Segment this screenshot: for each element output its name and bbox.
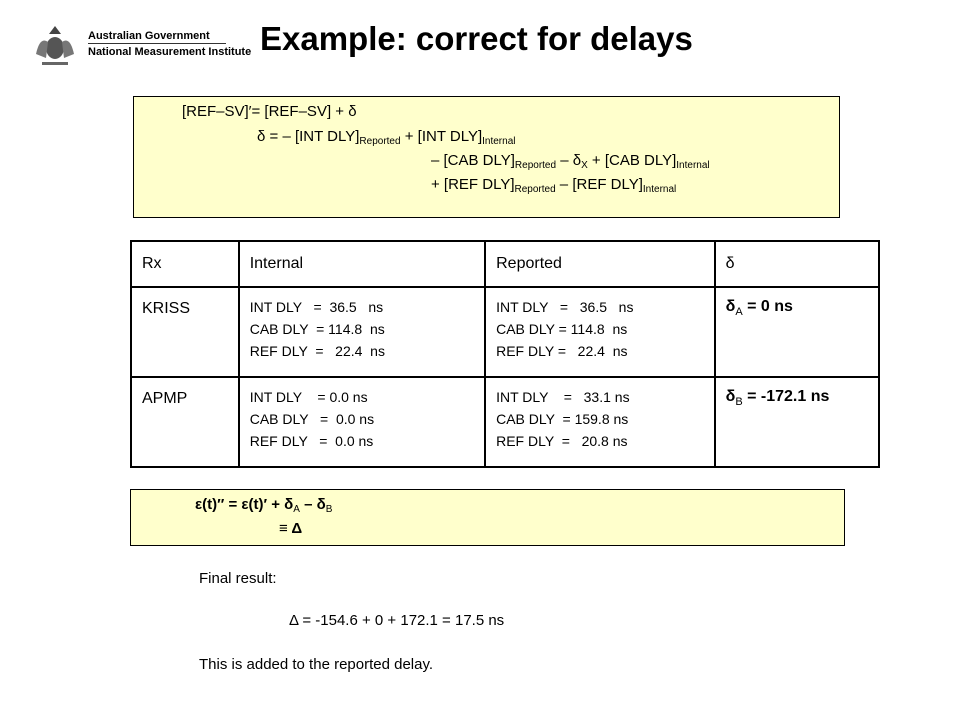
delta-cell: $\delta_A = 0$ ns bbox=[715, 287, 879, 377]
formula-line-1: [REF–SV]′= [REF–SV] + δ bbox=[182, 103, 357, 120]
delay-correction-formula bbox=[133, 96, 840, 218]
value-line: INT DLY = 36.5 ns bbox=[496, 299, 634, 315]
value-line: CAB DLY = 114.8 ns bbox=[496, 321, 628, 337]
header-delta: δ bbox=[715, 241, 879, 287]
coat-of-arms-icon bbox=[32, 24, 78, 68]
value-line: CAB DLY = 159.8 ns bbox=[496, 411, 629, 427]
final-result-note: This is added to the reported delay. bbox=[199, 656, 434, 673]
internal-cell bbox=[239, 377, 485, 467]
value-line: INT DLY = 0.0 ns bbox=[249, 389, 368, 405]
reported-cell bbox=[485, 287, 715, 377]
rx-cell: APMP bbox=[131, 377, 239, 467]
value-line: REF DLY = 20.8 ns bbox=[496, 433, 628, 449]
value-line: REF DLY = 22.4 ns bbox=[496, 343, 628, 359]
table-header-row bbox=[131, 241, 879, 287]
delta-cell: $\delta_B = -172.1$ ns bbox=[715, 377, 879, 467]
value-line: REF DLY = 0.0 ns bbox=[249, 433, 374, 449]
value-line: CAB DLY = 0.0 ns bbox=[249, 411, 375, 427]
epsilon-formula-line-2: ≡ Δ bbox=[279, 520, 303, 537]
table-row bbox=[131, 287, 879, 377]
value-line: INT DLY = 36.5 ns bbox=[249, 299, 384, 315]
formula-line-2: δ = – [INT $DLY]_{Reported} + [INT$ $DLY]_{Internal}$ bbox=[257, 128, 516, 147]
org-divider bbox=[88, 43, 226, 44]
value-line: INT DLY = 33.1 ns bbox=[496, 389, 630, 405]
reported-cell bbox=[485, 377, 715, 467]
header-rx: Rx bbox=[131, 241, 239, 287]
final-result-label: Final result: bbox=[199, 570, 277, 587]
formula-line-4: + [REF $DLY]_{Reported} - [REF$ $DLY]_{Internal}$ bbox=[431, 176, 677, 195]
final-result-equation: Δ = -154.6 + 0 + 172.1 = 17.5 ns bbox=[289, 612, 505, 629]
org-name-line2: National Measurement Institute bbox=[88, 46, 252, 58]
formula-line-3: – [CAB $DLY]_{Reported} - \delta_X + [CAB$ $DLY]_{Internal}$ bbox=[431, 152, 710, 171]
epsilon-formula bbox=[130, 489, 845, 546]
delay-table bbox=[130, 240, 880, 468]
epsilon-formula-line-1: $\varepsilon(t)'' = \varepsilon(t)' + \delta_A - \delta_B$ bbox=[195, 496, 333, 515]
rx-cell: KRISS bbox=[131, 287, 239, 377]
header-reported: Reported bbox=[485, 241, 715, 287]
value-line: CAB DLY = 114.8 ns bbox=[249, 321, 385, 337]
header-internal: Internal bbox=[239, 241, 485, 287]
nmi-logo bbox=[30, 24, 252, 70]
internal-cell bbox=[239, 287, 485, 377]
value-line: REF DLY = 22.4 ns bbox=[249, 343, 385, 359]
page-title: Example: correct for delays bbox=[260, 20, 693, 57]
org-name-line1: Australian Government bbox=[88, 30, 210, 42]
table-row bbox=[131, 377, 879, 467]
